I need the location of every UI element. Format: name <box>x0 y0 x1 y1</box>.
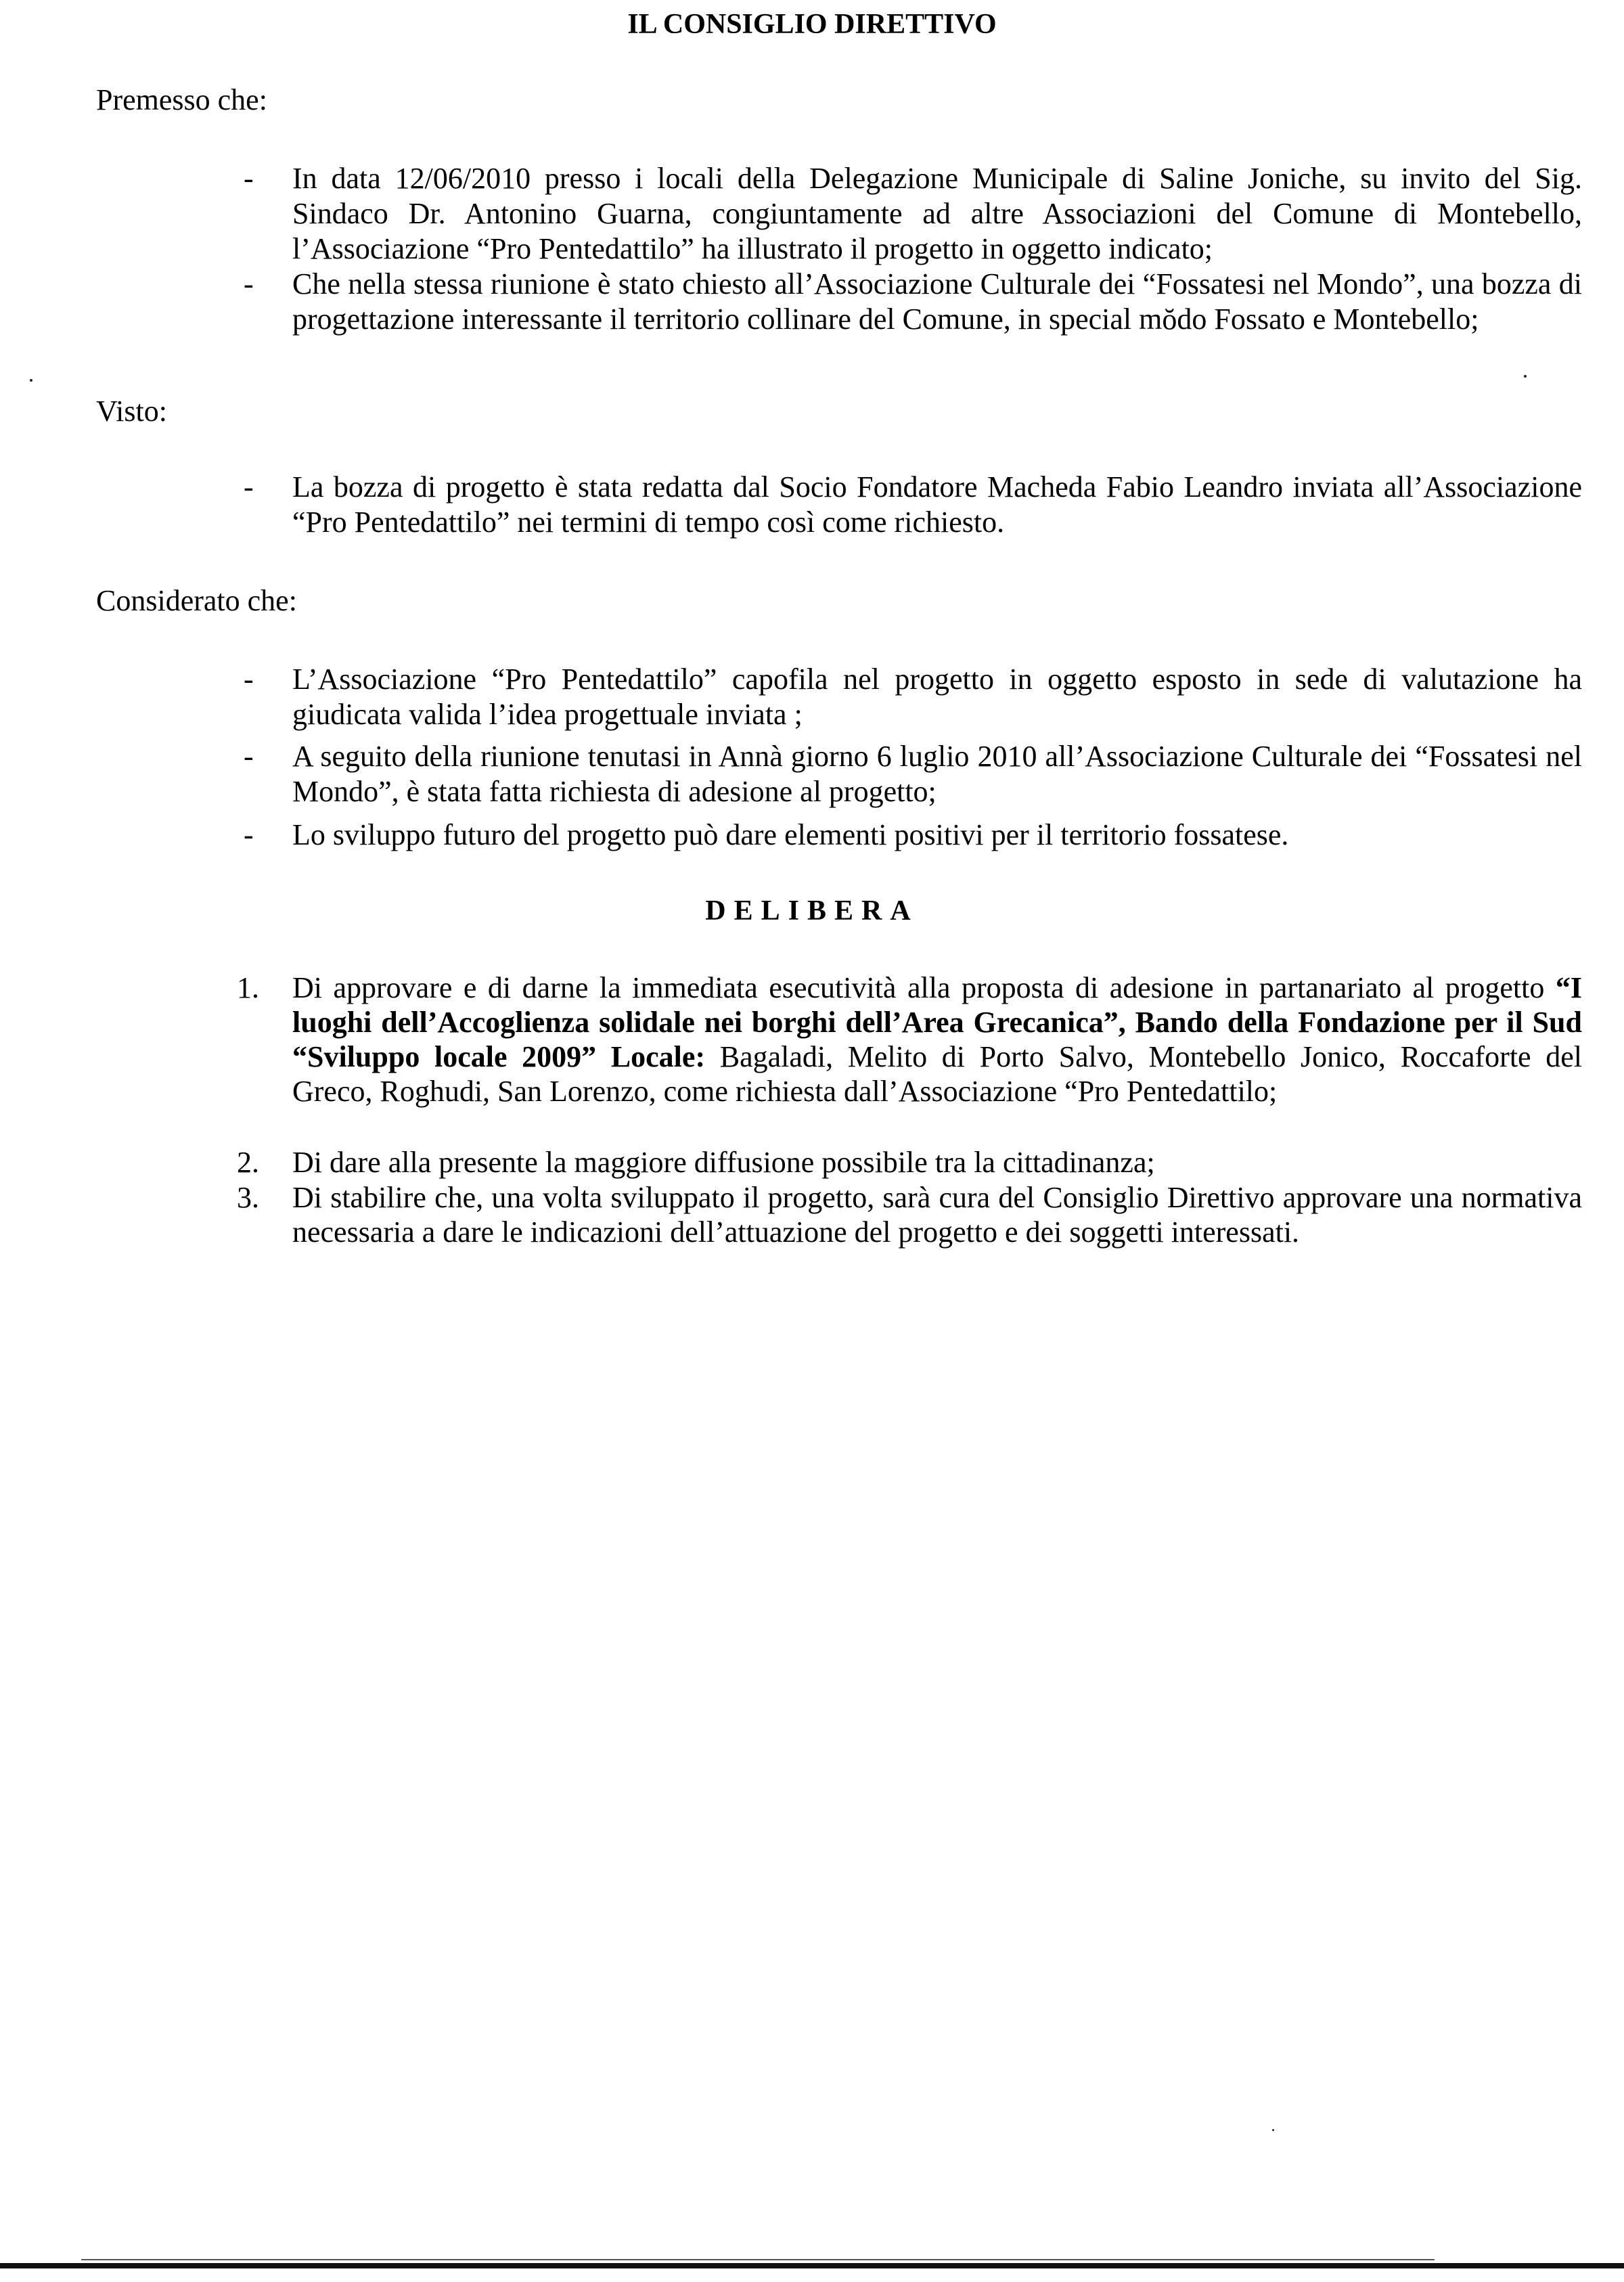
delibera-item-1-part2: Bagaladi, Melito di Porto Salvo, Montebello Jonico, Roccaforte del Greco, Roghudi, San Lorenzo, come richiesta dall’Associazione “Pro Pentedattilo; <box>292 1040 1582 1108</box>
delibera-item-1-bold: “I luoghi dell’Accoglienza solidale nei borghi dell’Area Grecanica”, Bando della Fondazione per il Sud “Sviluppo locale 2009” Locale: <box>292 971 1582 1073</box>
delibera-item-2: Di dare alla presente la maggiore diffusione possibile tra la cittadinanza; <box>292 1146 1155 1179</box>
numbered-item <box>237 970 1582 1109</box>
list-item <box>244 662 1582 732</box>
premesso-item-2: Che nella stessa riunione è stato chiesto all’Associazione Culturale dei “Fossatesi nel Mondo”, una bozza di progettazione interessante il territorio collinare del Comune, in special mŏdo Fossato e Montebello; <box>292 267 1582 336</box>
delibera-item-1-part1: Di approvare e di darne la immediata esecutività alla proposta di adesione in partanariato al progetto <box>292 971 1556 1004</box>
footer-rule-thin <box>81 2259 1435 2260</box>
item-number: 2. <box>237 1146 259 1179</box>
dash-marker: - <box>244 162 254 195</box>
considerato-item-1: L’Associazione “Pro Pentedattilo” capofila nel progetto in oggetto esposto in sede di valutazione ha giudicata valida l’idea progettuale inviata ; <box>292 663 1582 731</box>
dash-marker: - <box>244 470 254 504</box>
delibera-item-3: Di stabilire che, una volta sviluppato il progetto, sarà cura del Consiglio Direttivo approvare una normativa necessaria a dare le indicazioni dell’attuazione del progetto e dei soggetti interessati. <box>292 1181 1582 1249</box>
section-label-premesso: Premesso che: <box>96 83 267 116</box>
section-label-visto: Visto: <box>96 395 167 428</box>
section-label-considerato: Considerato che: <box>96 584 297 617</box>
dash-marker: - <box>244 740 254 773</box>
dash-marker: - <box>244 663 254 696</box>
delibera-heading: DELIBERA <box>705 895 919 926</box>
list-item <box>244 818 1582 853</box>
list-item <box>244 161 1582 267</box>
dash-marker: - <box>244 818 254 851</box>
premesso-item-1: In data 12/06/2010 presso i locali della Delegazione Municipale di Saline Joniche, su invito del Sig. Sindaco Dr. Antonino Guarna, congiuntamente ad altre Associazioni del Comune di Montebello, l’Associazione “Pro Pentedattilo” ha illustrato il progetto in oggetto indicato; <box>292 162 1582 265</box>
delibera-item-1 <box>292 970 1582 1109</box>
considerato-item-2: A seguito della riunione tenutasi in Annà giorno 6 luglio 2010 all’Associazione Culturale dei “Fossatesi nel Mondo”, è stata fatta richiesta di adesione al progetto; <box>292 740 1582 808</box>
page-title: IL CONSIGLIO DIRETTIVO <box>627 9 997 40</box>
scan-speck <box>1272 2129 1274 2131</box>
list-item <box>244 739 1582 809</box>
scan-speck <box>1524 375 1527 378</box>
numbered-item <box>237 1145 1582 1180</box>
list-item <box>244 267 1582 337</box>
considerato-item-3: Lo sviluppo futuro del progetto può dare elementi positivi per il territorio fossatese. <box>292 818 1289 851</box>
item-number: 3. <box>237 1181 259 1214</box>
numbered-item <box>237 1180 1582 1249</box>
dash-marker: - <box>244 267 254 300</box>
visto-item-1: La bozza di progetto è stata redatta dal Socio Fondatore Macheda Fabio Leandro inviata all’Associazione “Pro Pentedattilo” nei termini di tempo così come richiesto. <box>292 470 1582 539</box>
scan-speck <box>30 379 32 382</box>
list-item <box>244 470 1582 540</box>
item-number: 1. <box>237 971 259 1004</box>
footer-rule <box>0 2263 1624 2268</box>
